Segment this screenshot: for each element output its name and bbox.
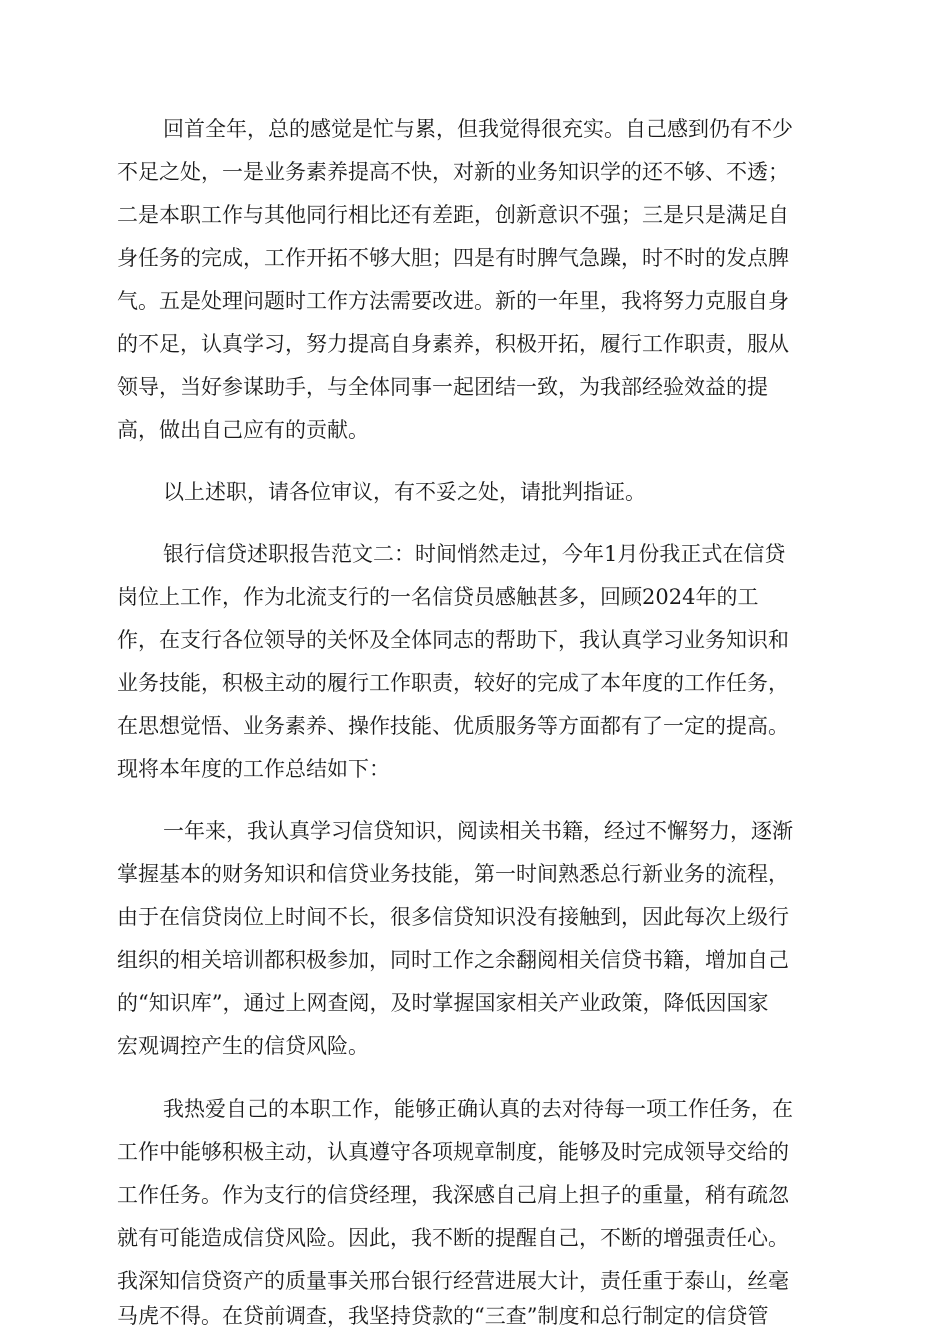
text-line: 二是本职工作与其他同行相比还有差距，创新意识不强；三是只是满足自 — [117, 203, 789, 227]
text-line: 回首全年，总的感觉是忙与累，但我觉得很充实。自己感到仍有不少 — [163, 117, 793, 141]
text-line: 领导，当好参谋助手，与全体同事一起团结一致，为我部经验效益的提 — [117, 375, 768, 399]
text-line: 银行信贷述职报告范文二：时间悄然走过，今年1月份我正式在信贷 — [163, 542, 786, 566]
text-line: 现将本年度的工作总结如下： — [117, 757, 390, 781]
text-line: 宏观调控产生的信贷风险。 — [117, 1034, 369, 1058]
text-line: 身任务的完成，工作开拓不够大胆；四是有时脾气急躁，时不时的发点脾 — [117, 246, 789, 270]
text-line: 掌握基本的财务知识和信贷业务技能，第一时间熟悉总行新业务的流程， — [117, 862, 789, 886]
text-line: 气。五是处理问题时工作方法需要改进。新的一年里，我将努力克服自身 — [117, 289, 789, 313]
text-line: 由于在信贷岗位上时间不长，很多信贷知识没有接触到，因此每次上级行 — [117, 905, 789, 929]
text-line: 工作中能够积极主动，认真遵守各项规章制度，能够及时完成领导交给的 — [117, 1140, 789, 1164]
text-line: 就有可能造成信贷风险。因此，我不断的提醒自己，不断的增强责任心。 — [117, 1226, 789, 1250]
text-line: 我深知信贷资产的质量事关邢台银行经营进展大计，责任重于泰山，丝毫 — [117, 1269, 789, 1293]
text-line: 在思想觉悟、业务素养、操作技能、优质服务等方面都有了一定的提高。 — [117, 714, 789, 738]
text-line: 作，在支行各位领导的关怀及全体同志的帮助下，我认真学习业务知识和 — [117, 628, 789, 652]
text-line: 的不足，认真学习，努力提高自身素养，积极开拓，履行工作职责，服从 — [117, 332, 789, 356]
text-line: 不足之处，一是业务素养提高不快，对新的业务知识学的还不够、不透； — [117, 160, 789, 184]
text-line: 组织的相关培训都积极参加，同时工作之余翻阅相关信贷书籍，增加自己 — [117, 948, 789, 972]
text-line: 高，做出自己应有的贡献。 — [117, 418, 369, 442]
text-line: 的“知识库”，通过上网查阅，及时掌握国家相关产业政策，降低因国家 — [117, 991, 769, 1015]
text-line: 业务技能，积极主动的履行工作职责，较好的完成了本年度的工作任务， — [117, 671, 789, 695]
text-line: 岗位上工作，作为北流支行的一名信贷员感触甚多，回顾2024年的工 — [117, 585, 759, 609]
text-line: 工作任务。作为支行的信贷经理，我深感自己肩上担子的重量，稍有疏忽 — [117, 1183, 789, 1207]
text-line: 我热爱自己的本职工作，能够正确认真的去对待每一项工作任务，在 — [163, 1097, 793, 1121]
text-line: 以上述职，请各位审议，有不妥之处，请批判指证。 — [163, 480, 646, 504]
text-line: 一年来，我认真学习信贷知识，阅读相关书籍，经过不懈努力，逐渐 — [163, 819, 793, 843]
text-line: 马虎不得。在贷前调查，我坚持贷款的“三查”制度和总行制定的信贷管 — [117, 1304, 769, 1328]
